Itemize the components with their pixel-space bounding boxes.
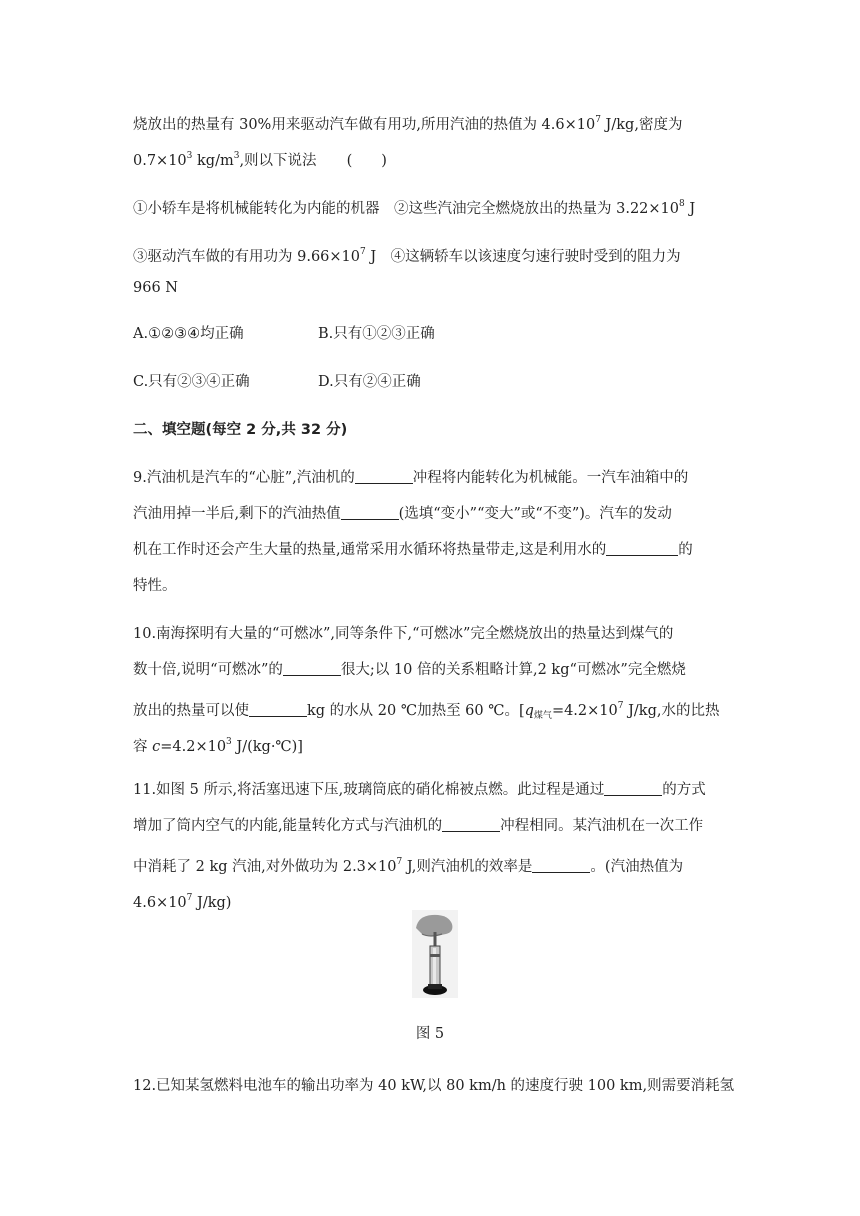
q8-choice-row-2 <box>133 372 733 392</box>
q8-statements-3-4: ③驱动汽车做的有用功为 $9.66\times 10^7$ J ④这辆轿车以该速度匀速行驶时受到的阻力为 <box>133 247 681 265</box>
q8-line-2: $0.7\times 10^3$ $kg/m^3$,则以下说法 ( ) <box>133 151 387 169</box>
q8-choice-row-1 <box>133 324 733 344</box>
answer-parentheses: ( ) <box>346 153 387 169</box>
q11-line-3: 中消耗了 2 kg 汽油,对外做功为 $2.3\times 10^7$ J,则汽油机的效率是 。(汽油热值为 <box>133 857 684 875</box>
figure-caption: 图 5 <box>415 1026 445 1042</box>
q9-line-3: 机在工作时还会产生大量的热量,通常采用水循环将热量带走,这是利用水的 的 <box>133 542 693 558</box>
q9-line-1: 9.汽油机是汽车的“心脏”,汽油机的 冲程将内能转化为机械能。一汽车油箱中的 <box>133 470 689 486</box>
q10-line-4: 容 $c=4.2\times 10^3$ J/(kg·℃)] <box>133 737 303 755</box>
q11-line-4: $4.6\times 10^7$ J/kg) <box>133 893 232 911</box>
blank <box>604 781 662 796</box>
choice-d: D.只有②④正确 <box>318 374 421 390</box>
blank <box>355 469 413 484</box>
q8-statements-1-2: ①小轿车是将机械能转化为内能的机器 ②这些汽油完全燃烧放出的热量为 $3.22\times 10^8$ J <box>133 199 696 217</box>
blank <box>606 541 678 556</box>
choice-b: B.只有①②③正确 <box>318 326 435 342</box>
choice-c: C.只有②③④正确 <box>133 374 250 390</box>
q9-line-2: 汽油用掉一半后,剩下的汽油热值 (选填“变小”“变大”或“不变”)。汽车的发动 <box>133 506 672 522</box>
blank <box>341 505 399 520</box>
q8-line-1: 烧放出的热量有 30%用来驱动汽车做有用功,所用汽油的热值为 $4.6\times 10^7$ J/kg,密度为 <box>133 115 683 133</box>
q11-line-1: 11.如图 5 所示,将活塞迅速下压,玻璃筒底的硝化棉被点燃。此过程是通过 的方式 <box>133 782 706 798</box>
piston-cylinder-figure <box>412 910 458 998</box>
q11-line-2: 增加了筒内空气的内能,能量转化方式与汽油机的 冲程相同。某汽油机在一次工作 <box>133 818 704 834</box>
blank <box>532 858 590 873</box>
blank <box>283 661 341 676</box>
choice-a: A.①②③④均正确 <box>133 326 244 342</box>
blank <box>442 817 500 832</box>
q10-line-2: 数十倍,说明“可燃冰”的 很大;以 10 倍的关系粗略计算,2 kg“可燃冰”完全燃烧 <box>133 662 686 678</box>
section-heading: 二、填空题(每空 2 分,共 32 分) <box>133 422 348 438</box>
blank <box>249 702 307 717</box>
q8-statement-4-cont: 966 N <box>133 280 178 296</box>
q10-line-3: 放出的热量可以使 kg 的水从 20 ℃加热至 60 ℃。[$q_{煤气}=4.2\times 10^7$ J/kg,水的比热 <box>133 701 720 721</box>
q10-line-1: 10.南海探明有大量的“可燃冰”,同等条件下,“可燃冰”完全燃烧放出的热量达到煤气的 <box>133 626 674 642</box>
q9-line-4: 特性。 <box>133 578 177 594</box>
q12-line-1: 12.已知某氢燃料电池车的输出功率为 40 kW,以 80 km/h 的速度行驶 100 km,则需要消耗氢 <box>133 1078 735 1094</box>
